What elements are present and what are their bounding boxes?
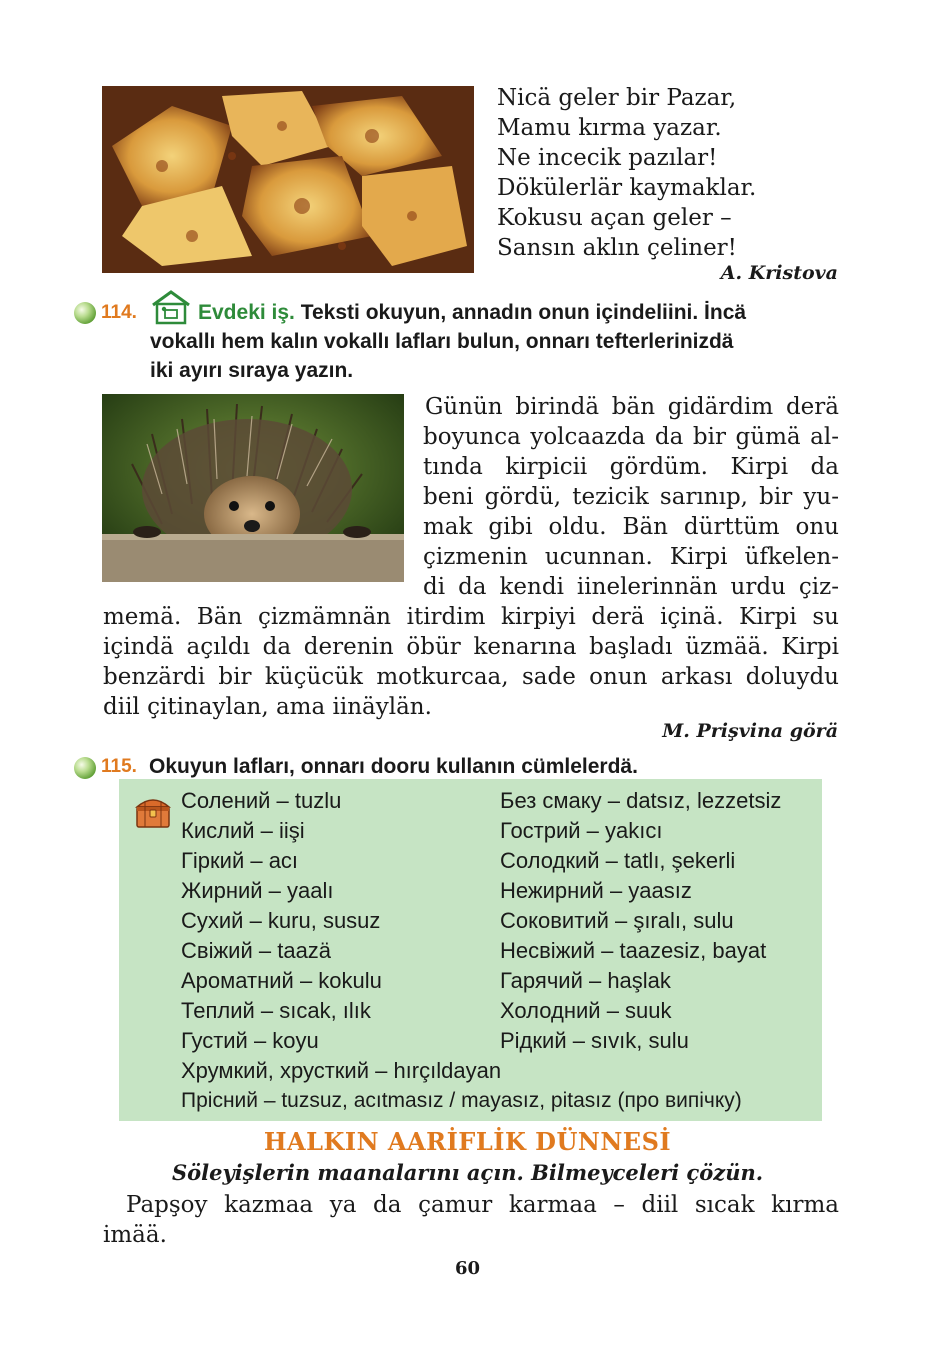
- story-line: diil çitinaylan, ama iinäylän.: [103, 694, 432, 720]
- poem-line: Mamu kırma yazar.: [497, 115, 722, 141]
- story-line: boyunca yolcaazda da bir gümä al-: [423, 424, 839, 450]
- task-instruction: Teksti okuyun, annadın onun içindeliini. İncä: [300, 301, 747, 324]
- vocab-item: Хрумкий, хрусткий – hırçıldayan: [181, 1058, 502, 1083]
- task-bullet-icon: [74, 302, 96, 324]
- vocab-item: Кислий – iişi: [181, 818, 305, 843]
- story-author: M. Prişvina görä: [662, 720, 838, 742]
- task-114-line-3: iki ayırı sıraya yazın.: [150, 359, 354, 382]
- poem-line: Kokusu açan geler –: [497, 205, 732, 231]
- vocab-item: Ароматний – kokulu: [181, 968, 382, 993]
- vocab-item: Без смаку – datsız, lezzetsiz: [500, 788, 782, 813]
- proverb-line: imää.: [103, 1222, 167, 1248]
- vocabulary-box: [119, 779, 822, 1121]
- task-115-instruction: Okuyun lafları, onnarı dooru kullanın cümlelerdä.: [149, 755, 638, 778]
- treasure-chest-icon: [133, 791, 173, 831]
- vocab-item: Несвіжий – taazesiz, bayat: [500, 938, 767, 963]
- vocab-item: Жирний – yaalı: [181, 878, 334, 903]
- story-line: tında kirpicii gördüm. Kirpi da: [423, 454, 839, 480]
- task-bullet-icon: [74, 757, 96, 779]
- proverb-line: Papşoy kazmaa ya da çamur karmaa – diil sıcak kırma: [126, 1192, 839, 1218]
- story-line: çizmenin ucunnan. Kirpi üfkelen-: [423, 544, 839, 570]
- vocab-item: Густий – koyu: [181, 1028, 319, 1053]
- vocab-item: Рідкий – sıvık, sulu: [500, 1028, 689, 1053]
- story-line: di da kendi iinelerinnän urdu çiz-: [423, 574, 839, 600]
- task-114-line-2: vokallı hem kalın vokallı lafları bulun, onnarı tefterlerinizdä: [150, 330, 734, 353]
- poem-line: Sansın aklın çeliner!: [497, 235, 737, 261]
- vocab-item: Свіжий – taazä: [181, 938, 332, 963]
- poem-line: Ne incecik pazılar!: [497, 145, 718, 171]
- vocab-item: Холодний – suuk: [500, 998, 672, 1023]
- story-line: beni gördü, tezicik sarınıp, bir yu-: [423, 484, 839, 510]
- poem-line: Nicä geler bir Pazar,: [497, 85, 737, 111]
- story-line: Günün birindä bän gidärdim derä: [425, 394, 839, 420]
- vocab-item: Теплий – sıcak, ılık: [181, 998, 371, 1023]
- poem-author: A. Kristova: [720, 262, 838, 284]
- vocab-item: Сухий – kuru, susuz: [181, 908, 381, 933]
- task-number: 115.: [101, 756, 137, 777]
- task-114-line-1: [198, 298, 746, 327]
- vocab-item: Соковитий – şıralı, sulu: [500, 908, 734, 933]
- vocab-item: Прісний – tuzsuz, acıtmasız / mayasız, pitasız (про випічку): [181, 1089, 742, 1112]
- vocab-item: Солодкий – tatlı, şekerli: [500, 848, 736, 873]
- section-heading: HALKIN AARİFLİK DÜNNESİ: [263, 1127, 672, 1156]
- story-line: içindä açıldı da derenin öbür kenarına başladı üzmää. Kirpi: [103, 634, 839, 660]
- hedgehog-photo: [102, 394, 404, 582]
- story-line: mak gibi oldu. Bän dürttüm onu: [423, 514, 839, 540]
- pie-photo: [102, 86, 474, 273]
- story-line: benzärdi bir küçücük motkurcaa, sade onun arkası doluydu: [103, 664, 839, 690]
- vocab-item: Гострий – yakıcı: [500, 818, 663, 843]
- poem-line: Dökülerlär kaymaklar.: [497, 175, 757, 201]
- vocab-item: Солений – tuzlu: [181, 788, 342, 813]
- task-title: Evdeki iş.: [198, 301, 295, 324]
- task-number: 114.: [101, 302, 137, 323]
- story-line: memä. Bän çizmämnän itirdim kirpiyi derä içinä. Kirpi su: [103, 604, 839, 630]
- page-number: 60: [454, 1258, 481, 1279]
- vocab-item: Гарячий – haşlak: [500, 968, 671, 993]
- homework-house-icon: [150, 289, 192, 325]
- vocab-item: Нежирний – yaasız: [500, 878, 692, 903]
- section-subheading: Söleyişlerin maanalarını açın. Bilmeyceleri çözün.: [171, 1160, 764, 1185]
- vocab-item: Гіркий – acı: [181, 848, 299, 873]
